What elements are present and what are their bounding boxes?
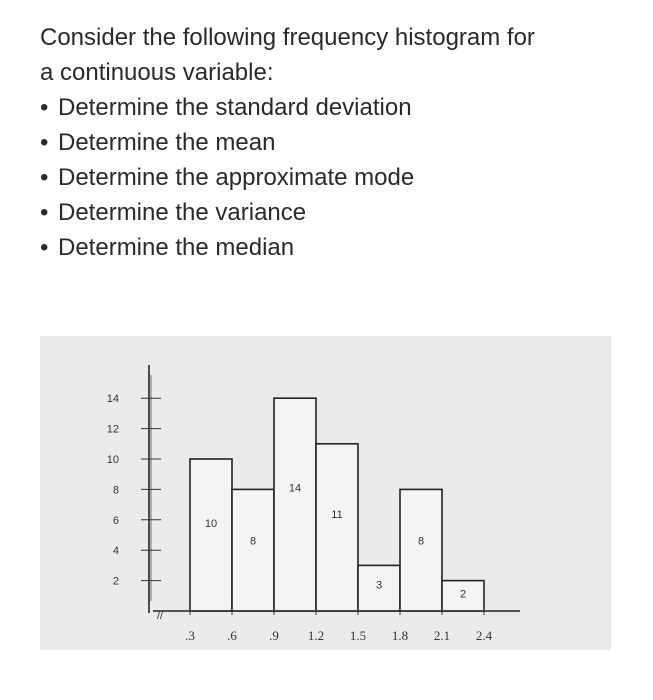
x-tick-label: .3 — [185, 628, 195, 643]
y-tick-label: 12 — [106, 423, 119, 436]
x-tick-label: 2.1 — [433, 628, 451, 643]
y-tick-label: 4 — [112, 545, 119, 558]
x-tick-label: 2.4 — [475, 628, 493, 643]
bar-value-label: 8 — [249, 535, 257, 548]
histogram-bar — [400, 489, 442, 611]
histogram-bar — [316, 444, 358, 611]
histogram-bar — [232, 489, 274, 611]
histogram-chart — [40, 336, 611, 650]
question-text — [40, 20, 640, 265]
task-list — [40, 90, 640, 265]
question-intro-line-1: Consider the following frequency histogram for — [40, 24, 535, 51]
y-tick-label: 6 — [112, 514, 119, 527]
y-tick-label: 10 — [106, 454, 119, 466]
task-median: • Determine the median — [40, 230, 640, 265]
axis-break-mark: // — [157, 610, 164, 622]
x-tick-label: .9 — [269, 628, 279, 643]
x-tick-label: 1.8 — [391, 628, 409, 643]
histogram-photo — [40, 336, 611, 650]
histogram-bar — [190, 459, 232, 611]
bar-value-label: 8 — [417, 535, 425, 548]
x-tick-label: .6 — [227, 628, 237, 643]
bar-value-label: 11 — [331, 509, 343, 522]
y-tick-label: 8 — [112, 484, 119, 497]
y-tick-label: 14 — [106, 393, 119, 406]
bar-value-label: 10 — [204, 517, 218, 530]
task-standard-deviation: • Determine the standard deviation — [40, 90, 640, 125]
x-tick-label: 1.5 — [349, 628, 367, 643]
x-tick-label: 1.2 — [307, 628, 325, 643]
y-tick-label: 2 — [112, 575, 119, 588]
bar-value-label: 2 — [459, 588, 467, 601]
question-intro — [40, 20, 640, 90]
task-mean: • Determine the mean — [40, 125, 640, 160]
task-variance: • Determine the variance — [40, 195, 640, 230]
histogram-bar — [274, 398, 316, 611]
bar-value-label: 14 — [288, 482, 302, 495]
task-mode: • Determine the approximate mode — [40, 160, 640, 195]
bar-value-label: 3 — [375, 579, 383, 592]
question-intro-line-2: a continuous variable: — [40, 59, 274, 86]
